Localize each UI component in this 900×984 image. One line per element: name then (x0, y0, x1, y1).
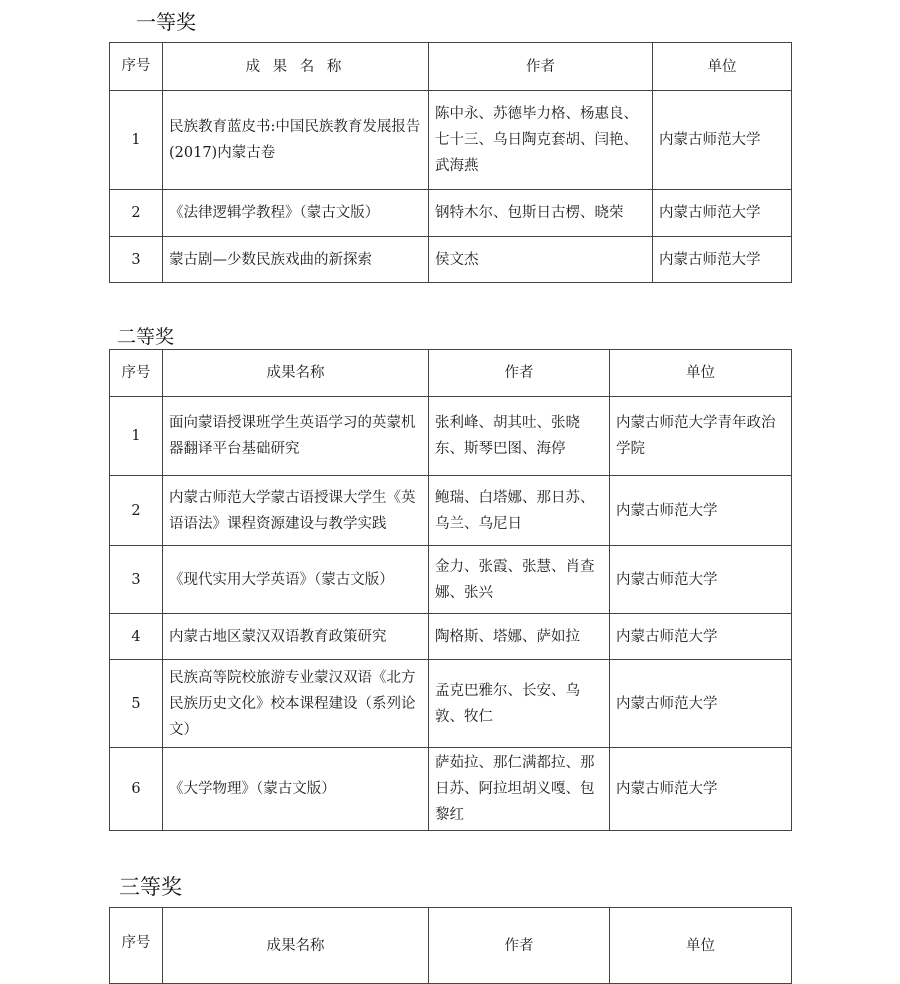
row-name: 《现代实用大学英语》（蒙古文版） (163, 546, 429, 614)
row-unit: 内蒙古师范大学 (610, 476, 792, 546)
header-author: 作者 (429, 43, 653, 91)
header-seq: 序号 (110, 350, 163, 397)
row-unit: 内蒙古师范大学 (653, 237, 792, 283)
row-name: 民族教育蓝皮书:中国民族教育发展报告(2017)内蒙古卷 (163, 91, 429, 190)
row-author: 钢特木尔、包斯日古楞、晓荣 (429, 190, 653, 237)
table-row (110, 546, 792, 614)
header-author: 作者 (429, 350, 610, 397)
header-author: 作者 (429, 908, 610, 984)
row-author: 陶格斯、塔娜、萨如拉 (429, 614, 610, 660)
header-unit: 单位 (653, 43, 792, 91)
table-row (110, 748, 792, 831)
row-name: 《法律逻辑学教程》（蒙古文版） (163, 190, 429, 237)
row-unit: 内蒙古师范大学 (610, 614, 792, 660)
header-unit: 单位 (610, 350, 792, 397)
row-unit: 内蒙古师范大学 (610, 660, 792, 748)
row-author: 侯文杰 (429, 237, 653, 283)
table-header-row (110, 908, 792, 984)
table-row (110, 614, 792, 660)
row-author: 张利峰、胡其吐、张晓东、斯琴巴图、海停 (429, 397, 610, 476)
section-title-first-prize: 一等奖 (136, 10, 196, 34)
row-seq: 5 (110, 660, 163, 748)
row-unit: 内蒙古师范大学 (610, 546, 792, 614)
row-author: 鲍瑞、白塔娜、那日苏、乌兰、乌尼日 (429, 476, 610, 546)
header-name: 成果名称 (163, 908, 429, 984)
row-author: 萨茹拉、那仁满都拉、那日苏、阿拉坦胡义嘎、包黎红 (429, 748, 610, 831)
header-name: 成果名称 (163, 350, 429, 397)
table-row (110, 237, 792, 283)
row-seq: 3 (110, 546, 163, 614)
row-author: 陈中永、苏德毕力格、杨惠良、七十三、乌日陶克套胡、闫艳、武海燕 (429, 91, 653, 190)
header-name: 成 果 名 称 (163, 43, 429, 91)
row-unit: 内蒙古师范大学 (653, 91, 792, 190)
row-seq: 6 (110, 748, 163, 831)
section-title-third-prize: 三等奖 (119, 875, 182, 899)
row-unit: 内蒙古师范大学 (610, 748, 792, 831)
row-seq: 1 (110, 91, 163, 190)
row-name: 《大学物理》（蒙古文版） (163, 748, 429, 831)
row-unit: 内蒙古师范大学青年政治学院 (610, 397, 792, 476)
row-name: 内蒙古地区蒙汉双语教育政策研究 (163, 614, 429, 660)
row-author: 金力、张霞、张慧、肖查娜、张兴 (429, 546, 610, 614)
table-row (110, 190, 792, 237)
row-name: 民族高等院校旅游专业蒙汉双语《北方民族历史文化》校本课程建设（系列论文） (163, 660, 429, 748)
row-seq: 3 (110, 237, 163, 283)
row-name: 面向蒙语授课班学生英语学习的英蒙机器翻译平台基础研究 (163, 397, 429, 476)
row-seq: 2 (110, 476, 163, 546)
header-seq: 序号 (110, 908, 163, 984)
table-row (110, 660, 792, 748)
header-unit: 单位 (610, 908, 792, 984)
first-prize-table (109, 42, 792, 283)
row-seq: 4 (110, 614, 163, 660)
table-row (110, 476, 792, 546)
table-row (110, 397, 792, 476)
row-unit: 内蒙古师范大学 (653, 190, 792, 237)
header-seq: 序号 (110, 43, 163, 91)
section-title-second-prize: 二等奖 (117, 326, 175, 348)
table-header-row (110, 350, 792, 397)
row-seq: 1 (110, 397, 163, 476)
third-prize-table (109, 907, 792, 984)
row-name: 内蒙古师范大学蒙古语授课大学生《英语语法》课程资源建设与教学实践 (163, 476, 429, 546)
row-name: 蒙古剧—少数民族戏曲的新探索 (163, 237, 429, 283)
table-row (110, 91, 792, 190)
row-author: 孟克巴雅尔、长安、乌敦、牧仁 (429, 660, 610, 748)
table-header-row (110, 43, 792, 91)
row-seq: 2 (110, 190, 163, 237)
second-prize-table (109, 349, 792, 831)
